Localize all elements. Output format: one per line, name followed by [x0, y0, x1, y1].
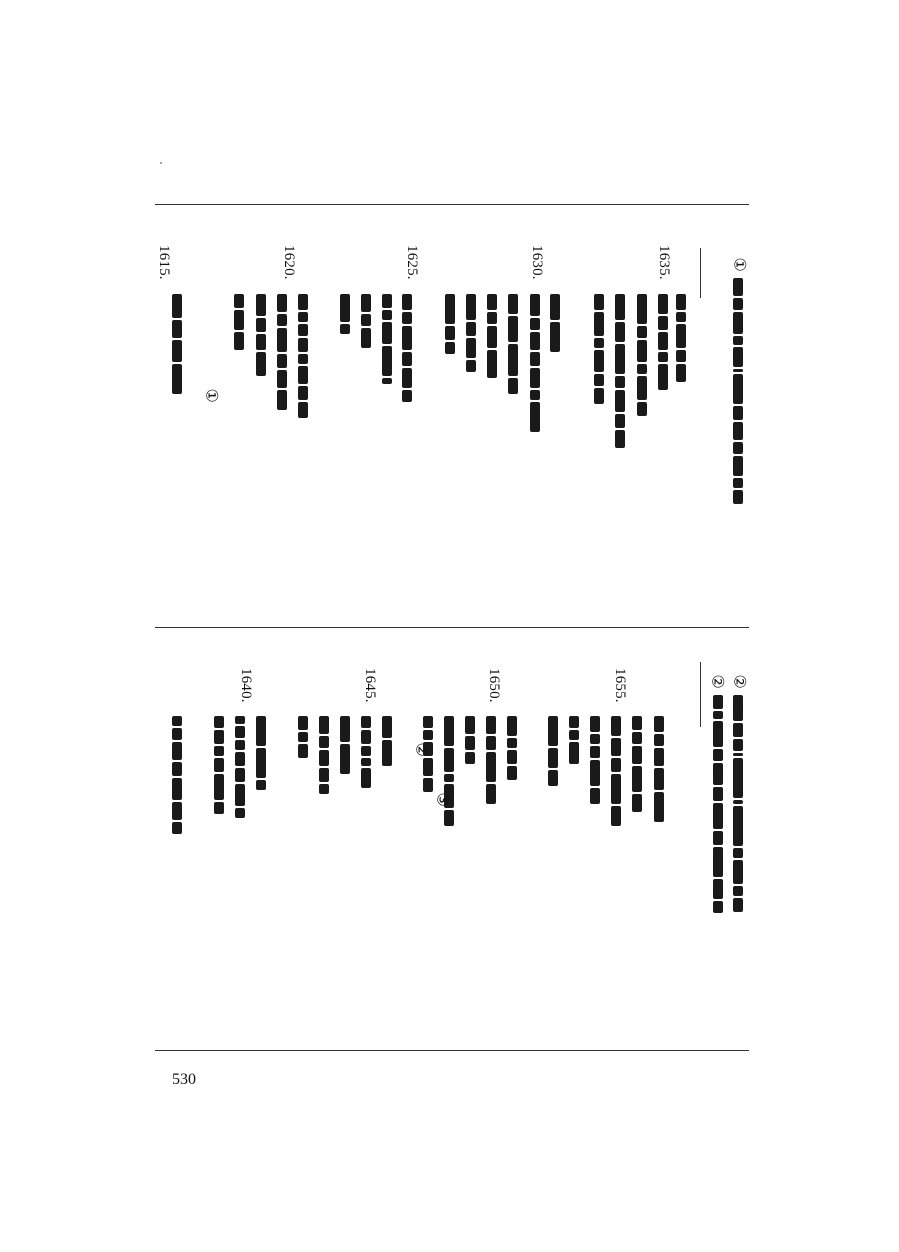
verse-column [676, 294, 686, 384]
verse-column [298, 294, 308, 420]
speck [160, 162, 162, 164]
verse-column [654, 716, 664, 824]
verse-column [444, 716, 454, 828]
line-number-1645: 1645. [362, 668, 378, 703]
verse-column [277, 294, 287, 412]
verse-column [508, 294, 518, 396]
verse-column [637, 294, 647, 418]
verse-column [235, 716, 245, 820]
inline-marker: ③ [433, 792, 453, 807]
line-number-1635: 1635. [656, 245, 672, 280]
verse-column [214, 716, 224, 816]
top-rule [155, 204, 749, 205]
verse-column [361, 716, 371, 790]
footnote-marker: ② [708, 674, 728, 689]
verse-column [550, 294, 560, 354]
verse-column [530, 294, 540, 434]
verse-column [507, 716, 517, 782]
verse-column [569, 716, 579, 766]
verse-column [172, 294, 182, 396]
verse-column [256, 716, 266, 792]
footnote-marker: ① [730, 257, 750, 272]
line-number-1650: 1650. [486, 668, 502, 703]
verse-column [256, 294, 266, 378]
line-number-1630: 1630. [529, 245, 545, 280]
line-number-1620: 1620. [281, 245, 297, 280]
verse-column [658, 294, 668, 392]
line-number-1615: 1615. [156, 245, 172, 280]
verse-column [340, 294, 350, 336]
verse-column [298, 716, 308, 760]
footnote-marker: ② [730, 674, 750, 689]
verse-column [402, 294, 412, 404]
page-number: 530 [172, 1071, 196, 1088]
verse-column [466, 294, 476, 374]
middle-rule [155, 627, 749, 628]
footnote-separator-lower [700, 662, 701, 727]
verse-column [615, 294, 625, 450]
verse-column [319, 716, 329, 796]
verse-column [172, 716, 182, 836]
verse-column [382, 716, 392, 768]
verse-column [361, 294, 371, 350]
line-number-1640: 1640. [238, 668, 254, 703]
verse-column [632, 716, 642, 814]
line-number-1625: 1625. [404, 245, 420, 280]
inline-marker: ② [412, 742, 432, 757]
verse-column [234, 294, 244, 352]
verse-column [465, 716, 475, 766]
verse-column [611, 716, 621, 828]
footnote-separator-upper [700, 248, 701, 298]
verse-column [445, 294, 455, 356]
verse-column [594, 294, 604, 406]
verse-column [486, 716, 496, 806]
verse-column [382, 294, 392, 386]
bottom-rule [155, 1050, 749, 1051]
line-number-1655: 1655. [612, 668, 628, 703]
verse-column [590, 716, 600, 806]
verse-column [340, 716, 350, 776]
verse-column [548, 716, 558, 788]
inline-marker: ① [202, 388, 222, 403]
verse-column [487, 294, 497, 380]
